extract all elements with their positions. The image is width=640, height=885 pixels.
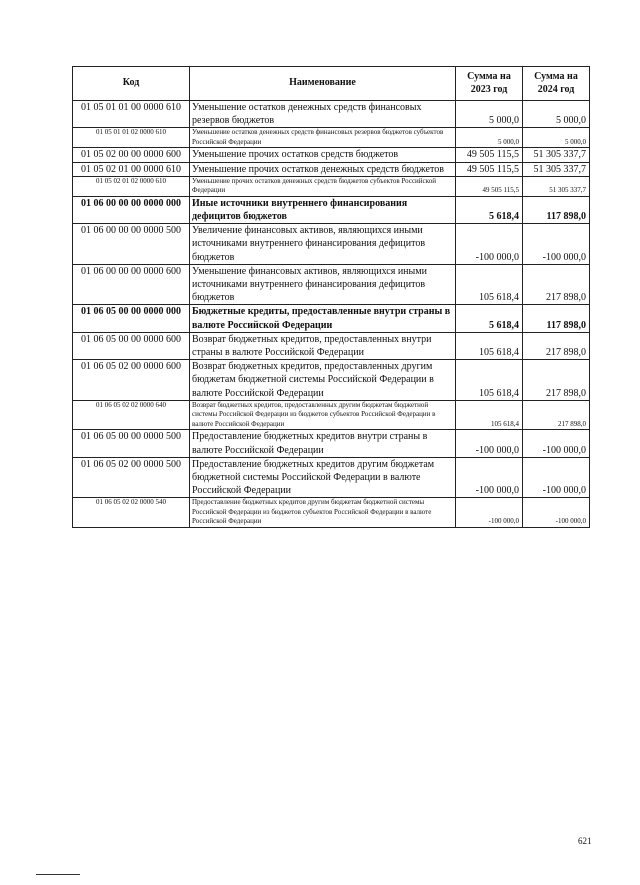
table-row: [73, 400, 590, 430]
row-name-cell: Бюджетные кредиты, предоставленные внутри страны в валюте Российской Федерации: [190, 305, 456, 332]
row-sum-2024-cell: 51 305 337,7: [523, 176, 590, 196]
row-name-cell: Возврат бюджетных кредитов, предоставленных другим бюджетам бюджетной системы Российской Федерации из бюджетов субъектов Российской Федерации в валюте Российской Федерации: [190, 400, 456, 430]
row-code-cell: 01 05 02 01 00 0000 610: [73, 162, 190, 176]
row-sum-2024-cell: 117 898,0: [523, 305, 590, 332]
table-row: [73, 264, 590, 305]
row-code-cell: 01 05 01 01 02 0000 610: [73, 128, 190, 148]
row-code-cell: 01 05 01 01 00 0000 610: [73, 101, 190, 128]
budget-sources-table: [72, 66, 590, 528]
table-row: [73, 196, 590, 223]
row-name-cell: Уменьшение финансовых активов, являющихся иными источниками внутреннего финансирования дефицитов бюджетов: [190, 264, 456, 305]
row-sum-2023-cell: 105 618,4: [456, 400, 523, 430]
table-row: [73, 101, 590, 128]
table-row: [73, 360, 590, 401]
row-code-cell: 01 06 05 00 00 0000 000: [73, 305, 190, 332]
table-row: [73, 128, 590, 148]
row-sum-2023-cell: -100 000,0: [456, 457, 523, 498]
row-sum-2024-cell: 217 898,0: [523, 332, 590, 359]
row-name-cell: Иные источники внутреннего финансирования дефицитов бюджетов: [190, 196, 456, 223]
row-name-cell: Уменьшение остатков денежных средств финансовых резервов бюджетов субъектов Российской Федерации: [190, 128, 456, 148]
row-code-cell: 01 06 05 00 00 0000 500: [73, 430, 190, 457]
row-sum-2023-cell: 5 000,0: [456, 101, 523, 128]
row-sum-2024-cell: -100 000,0: [523, 457, 590, 498]
row-name-cell: Возврат бюджетных кредитов, предоставленных другим бюджетам бюджетной системы Российской Федерации в валюте Российской Федерации: [190, 360, 456, 401]
row-sum-2023-cell: 49 505 115,5: [456, 162, 523, 176]
row-sum-2024-cell: 217 898,0: [523, 264, 590, 305]
row-name-cell: Уменьшение прочих остатков денежных средств бюджетов субъектов Российской Федерации: [190, 176, 456, 196]
row-sum-2023-cell: 105 618,4: [456, 264, 523, 305]
table-row: [73, 176, 590, 196]
header-sum-2024: Сумма на 2024 год: [523, 67, 590, 101]
row-name-cell: Предоставление бюджетных кредитов внутри страны в валюте Российской Федерации: [190, 430, 456, 457]
table-header-row: [73, 67, 590, 101]
row-sum-2023-cell: -100 000,0: [456, 430, 523, 457]
row-sum-2023-cell: 5 618,4: [456, 196, 523, 223]
row-name-cell: Уменьшение прочих остатков денежных средств бюджетов: [190, 162, 456, 176]
row-sum-2023-cell: 49 505 115,5: [456, 176, 523, 196]
row-code-cell: 01 05 02 00 00 0000 600: [73, 148, 190, 162]
table-row: [73, 498, 590, 528]
table-row: [73, 457, 590, 498]
row-sum-2024-cell: -100 000,0: [523, 430, 590, 457]
row-code-cell: 01 06 00 00 00 0000 500: [73, 224, 190, 265]
row-sum-2024-cell: 5 000,0: [523, 101, 590, 128]
row-code-cell: 01 06 05 02 00 0000 600: [73, 360, 190, 401]
footer-rule: [36, 874, 80, 875]
row-code-cell: 01 06 05 02 02 0000 540: [73, 498, 190, 528]
table-row: [73, 305, 590, 332]
table-row: [73, 224, 590, 265]
table-row: [73, 430, 590, 457]
header-name: Наименование: [190, 67, 456, 101]
row-sum-2024-cell: 51 305 337,7: [523, 162, 590, 176]
table-row: [73, 332, 590, 359]
row-code-cell: 01 06 05 02 02 0000 640: [73, 400, 190, 430]
row-name-cell: Уменьшение прочих остатков средств бюджетов: [190, 148, 456, 162]
row-code-cell: 01 06 05 00 00 0000 600: [73, 332, 190, 359]
row-sum-2023-cell: 5 618,4: [456, 305, 523, 332]
row-code-cell: 01 05 02 01 02 0000 610: [73, 176, 190, 196]
row-sum-2023-cell: 105 618,4: [456, 332, 523, 359]
header-code: Код: [73, 67, 190, 101]
row-code-cell: 01 06 00 00 00 0000 600: [73, 264, 190, 305]
row-sum-2024-cell: 117 898,0: [523, 196, 590, 223]
table-row: [73, 148, 590, 162]
page-number: 621: [578, 836, 592, 846]
row-name-cell: Уменьшение остатков денежных средств финансовых резервов бюджетов: [190, 101, 456, 128]
row-name-cell: Предоставление бюджетных кредитов другим бюджетам бюджетной системы Российской Федерации из бюджетов субъектов Российской Федерации в валюте Российской Федерации: [190, 498, 456, 528]
row-name-cell: Возврат бюджетных кредитов, предоставленных внутри страны в валюте Российской Федерации: [190, 332, 456, 359]
row-sum-2023-cell: -100 000,0: [456, 498, 523, 528]
table-body: [73, 101, 590, 528]
row-name-cell: Предоставление бюджетных кредитов другим бюджетам бюджетной системы Российской Федерации в валюте Российской Федерации: [190, 457, 456, 498]
table-row: [73, 162, 590, 176]
row-sum-2024-cell: 5 000,0: [523, 128, 590, 148]
row-sum-2024-cell: -100 000,0: [523, 498, 590, 528]
row-sum-2023-cell: 105 618,4: [456, 360, 523, 401]
row-name-cell: Увеличение финансовых активов, являющихся иными источниками внутреннего финансирования дефицитов бюджетов: [190, 224, 456, 265]
row-sum-2023-cell: 49 505 115,5: [456, 148, 523, 162]
row-sum-2024-cell: 51 305 337,7: [523, 148, 590, 162]
header-sum-2023: Сумма на 2023 год: [456, 67, 523, 101]
row-code-cell: 01 06 05 02 00 0000 500: [73, 457, 190, 498]
row-sum-2024-cell: -100 000,0: [523, 224, 590, 265]
row-sum-2024-cell: 217 898,0: [523, 360, 590, 401]
row-sum-2023-cell: 5 000,0: [456, 128, 523, 148]
row-code-cell: 01 06 00 00 00 0000 000: [73, 196, 190, 223]
row-sum-2023-cell: -100 000,0: [456, 224, 523, 265]
row-sum-2024-cell: 217 898,0: [523, 400, 590, 430]
